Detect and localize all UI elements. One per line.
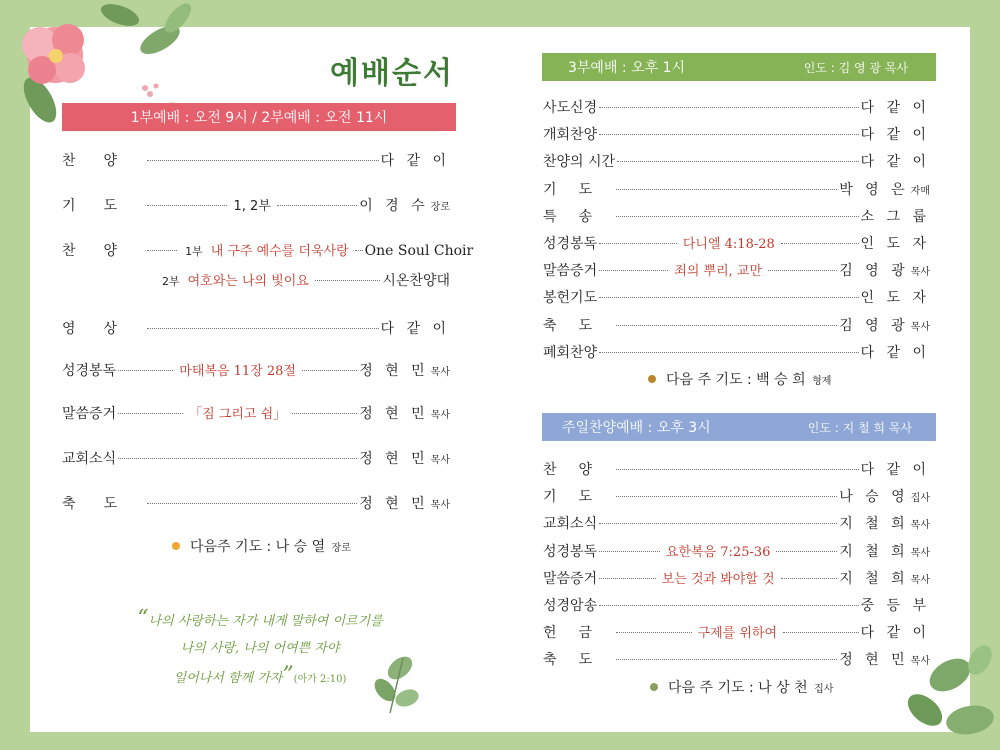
row-leader: 다 같 이 <box>860 100 930 116</box>
program-row <box>543 233 930 253</box>
row-label: 찬양의 시간 <box>543 154 616 171</box>
sunday-next-prayer <box>650 677 833 697</box>
service3-leader: 인도 : 김 영 광 목사 <box>803 60 908 75</box>
page-title: 예배순서 <box>330 56 454 91</box>
row-label: 교회소식 <box>543 516 598 533</box>
row-detail: 보는 것과 봐야할 것 <box>661 571 775 587</box>
dot-leader <box>277 205 357 206</box>
row-detail: 「짐 그리고 쉼」 <box>189 407 287 422</box>
row-label: 폐회찬양 <box>543 344 598 361</box>
scripture-verse <box>120 605 400 693</box>
dot-leader <box>599 551 660 552</box>
row-label: 찬양 <box>62 153 146 169</box>
dot-leader <box>599 578 656 579</box>
row-leader: 지 철 희 <box>839 516 909 533</box>
program-row <box>62 448 450 468</box>
program-row <box>62 195 450 215</box>
dot-leader <box>599 352 858 353</box>
service3-next-prayer <box>648 369 831 389</box>
program-row <box>543 315 930 335</box>
row-label: 성경암송 <box>543 598 598 614</box>
row-label: 영상 <box>62 321 146 337</box>
program-row <box>543 287 930 307</box>
row-label: 교회소식 <box>62 451 117 467</box>
verse-line-2: 나의 사랑, 나의 어여쁜 자야 <box>180 641 340 656</box>
dot-leader <box>781 578 838 579</box>
row-label: 축도 <box>62 496 146 512</box>
row-label: 기도 <box>543 181 615 198</box>
row-detail: 내 구주 예수를 더욱사랑 <box>210 244 349 259</box>
dot-leader <box>302 370 357 371</box>
row-leader: 다 같 이 <box>860 344 930 361</box>
row-label: 성경봉독 <box>543 236 598 252</box>
dot-leader <box>599 243 677 244</box>
row-title: 집사 <box>910 493 930 505</box>
quote-close-icon: ” <box>282 663 294 688</box>
row-detail: 1, 2부 <box>233 199 271 214</box>
row-part-label: 2부 <box>162 275 180 288</box>
row-detail: 여호와는 나의 빛이요 <box>187 274 309 289</box>
dot-leader <box>292 413 357 414</box>
dot-leader <box>599 523 837 524</box>
row-detail: 구제를 위하여 <box>697 626 778 642</box>
row-leader: 다 같 이 <box>860 625 930 642</box>
row-leader: 다 같 이 <box>860 154 930 171</box>
dot-leader <box>118 413 183 414</box>
verse-line-3: 일어나서 함께 가자 <box>173 671 283 686</box>
program-row <box>543 486 930 506</box>
row-title: 목사 <box>430 455 450 466</box>
program-row <box>543 595 930 615</box>
dot-leader <box>776 551 837 552</box>
row-label: 찬양 <box>62 243 146 259</box>
dot-leader <box>355 250 363 251</box>
program-row <box>62 240 474 260</box>
bullet-icon <box>172 542 180 550</box>
sunday-header-text: 주일찬양예배 : 오후 3시 <box>562 420 711 436</box>
row-label: 말씀증거 <box>543 570 598 587</box>
program-row <box>62 270 450 290</box>
dot-leader <box>599 107 858 108</box>
row-title: 자매 <box>910 185 930 197</box>
row-leader: One Soul Choir <box>364 243 474 259</box>
row-detail: 다니엘 4:18-28 <box>682 237 775 252</box>
row-leader: 시온찬양대 <box>382 273 450 289</box>
row-title: 장로 <box>430 202 450 213</box>
dot-leader <box>118 458 357 459</box>
service1-next-prayer-text: 다음주 기도 : 나 승 열 <box>190 539 326 555</box>
row-label: 사도신경 <box>543 100 598 116</box>
row-detail: 죄의 뿌리, 교만 <box>674 264 763 280</box>
dot-leader <box>118 370 173 371</box>
program-row <box>543 459 930 479</box>
sunday-next-prayer-text: 다음 주 기도 : 나 상 천 <box>668 680 808 696</box>
bullet-icon <box>650 683 658 691</box>
program-row <box>62 360 450 380</box>
program-row <box>543 622 930 642</box>
program-row <box>62 318 450 338</box>
dot-leader <box>616 496 837 497</box>
service3-header-text: 3부예배 : 오후 1시 <box>568 60 686 76</box>
row-title: 목사 <box>910 520 930 532</box>
dot-leader <box>147 250 177 251</box>
row-label: 개회찬양 <box>543 127 598 144</box>
row-detail: 요한복음 7:25-36 <box>665 544 771 560</box>
row-title: 목사 <box>910 574 931 586</box>
dot-leader <box>147 503 357 504</box>
dot-leader <box>599 605 858 606</box>
service3-next-prayer-text: 다음 주 기도 : 백 승 희 <box>666 372 806 388</box>
dot-leader <box>781 243 859 244</box>
row-detail: 마태복음 11장 28절 <box>179 364 296 379</box>
service1-header <box>62 103 456 131</box>
row-part-label: 1부 <box>185 245 203 258</box>
row-leader: 정 현 민 <box>839 652 909 669</box>
row-title: 목사 <box>430 500 450 511</box>
row-leader: 지 철 희 <box>839 570 909 587</box>
row-label: 말씀증거 <box>543 263 598 280</box>
program-row <box>543 151 930 171</box>
dot-leader <box>768 270 837 271</box>
row-leader: 이 경 수 <box>359 198 429 214</box>
row-title: 목사 <box>910 267 931 279</box>
row-title: 목사 <box>430 367 450 378</box>
service3-next-prayer-suffix: 형제 <box>812 376 832 387</box>
row-leader: 다 같 이 <box>860 462 930 478</box>
row-leader: 정 현 민 <box>359 496 429 512</box>
sunday-next-prayer-suffix: 집사 <box>814 684 834 695</box>
row-leader: 다 같 이 <box>380 153 450 169</box>
dot-leader <box>783 632 858 633</box>
program-row <box>543 342 930 362</box>
sunday-leader: 인도 : 지 철 희 목사 <box>807 420 912 435</box>
row-leader: 정 현 민 <box>359 406 429 422</box>
row-leader: 소 그 룹 <box>860 208 930 225</box>
row-leader: 다 같 이 <box>860 127 930 144</box>
row-title: 목사 <box>910 321 930 333</box>
dot-leader <box>147 205 227 206</box>
program-row <box>543 260 930 280</box>
dot-leader <box>599 270 668 271</box>
service1-header-text: 1부예배 : 오전 9시 / 2부예배 : 오전 11시 <box>130 110 388 126</box>
dot-leader <box>616 189 837 190</box>
program-row <box>543 124 930 144</box>
row-leader: 지 철 희 <box>839 543 909 560</box>
row-leader: 인 도 자 <box>860 236 930 252</box>
row-leader: 박 영 은 <box>839 181 909 198</box>
program-row <box>543 513 930 533</box>
program-row <box>543 97 930 117</box>
dot-leader <box>616 632 691 633</box>
row-label: 말씀증거 <box>62 406 117 422</box>
row-label: 성경봉독 <box>62 363 117 379</box>
program-row <box>543 568 930 588</box>
dot-leader <box>599 134 858 135</box>
row-leader: 다 같 이 <box>380 321 450 337</box>
program-row <box>543 649 930 669</box>
dot-leader <box>147 328 378 329</box>
sunday-header <box>542 413 936 441</box>
row-label: 기도 <box>62 198 146 214</box>
dot-leader <box>315 280 380 281</box>
dot-leader <box>599 297 858 298</box>
row-leader: 중 등 부 <box>860 598 930 614</box>
row-label: 헌금 <box>543 625 615 642</box>
row-leader: 김 영 광 <box>839 317 909 334</box>
dot-leader <box>616 325 837 326</box>
row-label: 성경봉독 <box>543 543 598 560</box>
row-label: 축도 <box>543 317 615 334</box>
verse-line-1: 나의 사랑하는 자가 내게 말하여 이르기를 <box>148 614 383 629</box>
row-title: 목사 <box>910 547 931 559</box>
service1-next-prayer <box>172 536 351 556</box>
bullet-icon <box>648 375 656 383</box>
row-leader: 인 도 자 <box>860 290 930 307</box>
row-label: 기도 <box>543 489 615 506</box>
dot-leader <box>147 160 378 161</box>
service1-next-prayer-suffix: 장로 <box>331 543 351 554</box>
program-row <box>543 179 930 199</box>
row-leader: 정 현 민 <box>359 363 429 379</box>
row-label: 축도 <box>543 652 615 669</box>
dot-leader <box>617 161 858 162</box>
row-leader: 정 현 민 <box>359 451 429 467</box>
program-row <box>543 206 930 226</box>
program-row <box>62 403 450 423</box>
dot-leader <box>616 216 858 217</box>
row-label: 찬양 <box>543 462 615 478</box>
row-title: 목사 <box>910 656 930 668</box>
program-row <box>543 541 930 561</box>
verse-reference: (아가 2:10) <box>293 674 347 685</box>
row-label: 특송 <box>543 208 615 225</box>
program-row <box>62 150 450 170</box>
dot-leader <box>616 469 858 470</box>
service3-header <box>542 53 936 81</box>
row-label: 봉헌기도 <box>543 290 598 307</box>
program-row <box>62 493 450 513</box>
row-leader: 김 영 광 <box>839 263 909 280</box>
dot-leader <box>616 659 837 660</box>
quote-icon: “ <box>137 606 149 631</box>
row-title: 목사 <box>430 410 451 421</box>
row-leader: 나 승 영 <box>839 489 909 506</box>
